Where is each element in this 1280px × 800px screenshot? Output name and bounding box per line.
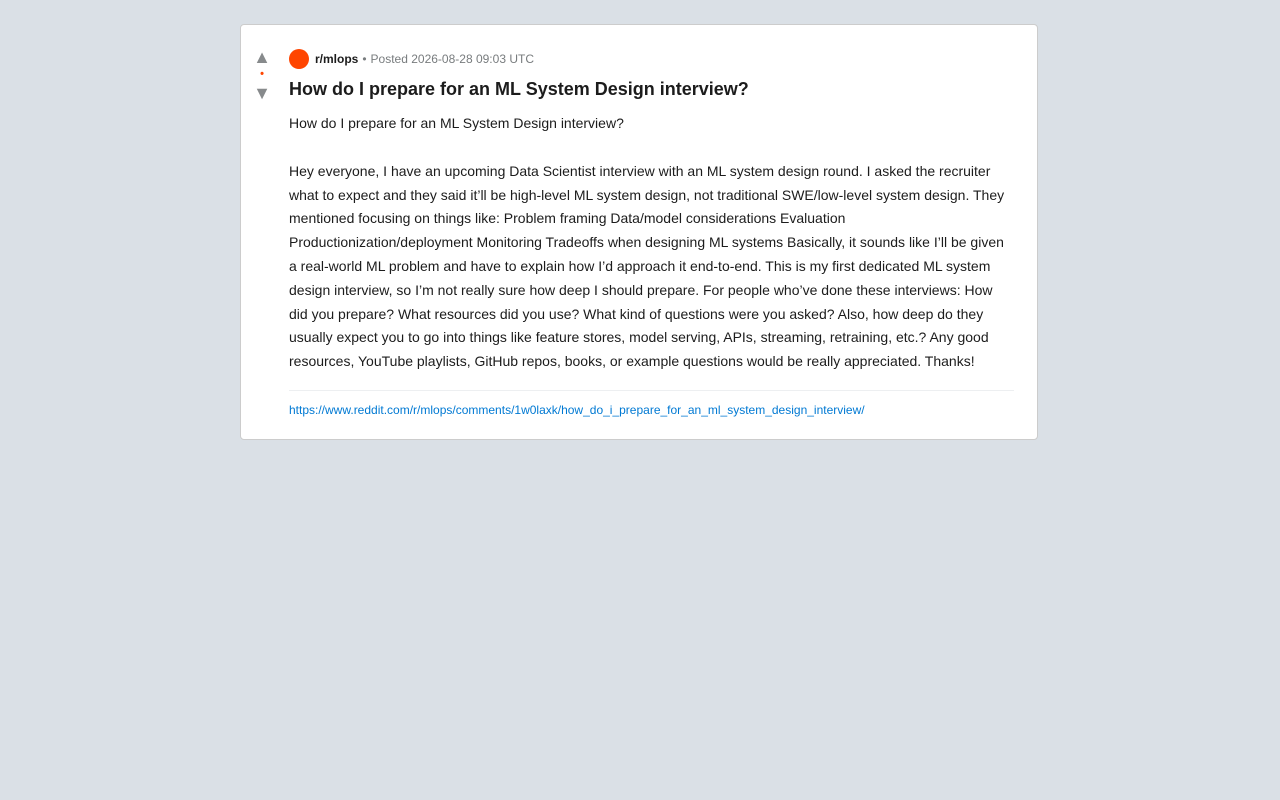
upvote-icon[interactable]: ▲: [253, 47, 271, 67]
post-content: [289, 49, 1014, 419]
subreddit-avatar[interactable]: [289, 49, 309, 69]
post-timestamp: Posted 2026-08-28 09:03 UTC: [370, 52, 534, 66]
vote-score: •: [260, 68, 264, 80]
vote-column: [241, 47, 283, 103]
post-title[interactable]: How do I prepare for an ML System Design interview?: [289, 79, 749, 99]
post-meta: [289, 49, 1014, 69]
post-footer: [289, 390, 1014, 419]
subreddit-link[interactable]: r/mlops: [315, 52, 359, 66]
post-body-paragraph: Hey everyone, I have an upcoming Data Scientist interview with an ML system design round. I asked the recruiter what to expect and they said it’ll be high-level ML system design, not traditional SWE/low-level system design. They mentioned focusing on things like: Problem framing Data/model considerations Evaluation Productionization/deployment Monitoring Tradeoffs when designing ML systems Basically, it sounds like I’ll be given a real-world ML problem and have to explain how I’d approach it end-to-end. This is my first dedicated ML system design interview, so I’m not really sure how deep I should prepare. For people who’ve done these interviews: How did you prepare? What resources did you use? What kind of questions were you asked? Also, how deep do they usually expect you to go into things like feature stores, model serving, APIs, streaming, retraining, etc.? Any good resources, YouTube playlists, GitHub repos, books, or example questions would be really appreciated. Thanks!: [289, 162, 1005, 370]
meta-separator: •: [362, 52, 367, 66]
post-body: [289, 112, 1014, 374]
post-body-paragraph: How do I prepare for an ML System Design interview?: [289, 115, 624, 131]
post-permalink[interactable]: https://www.reddit.com/r/mlops/comments/1w0laxk/how_do_i_prepare_for_an_ml_system_design_interview/: [289, 402, 865, 417]
downvote-icon[interactable]: ▼: [253, 83, 271, 103]
post-card: [240, 24, 1038, 440]
